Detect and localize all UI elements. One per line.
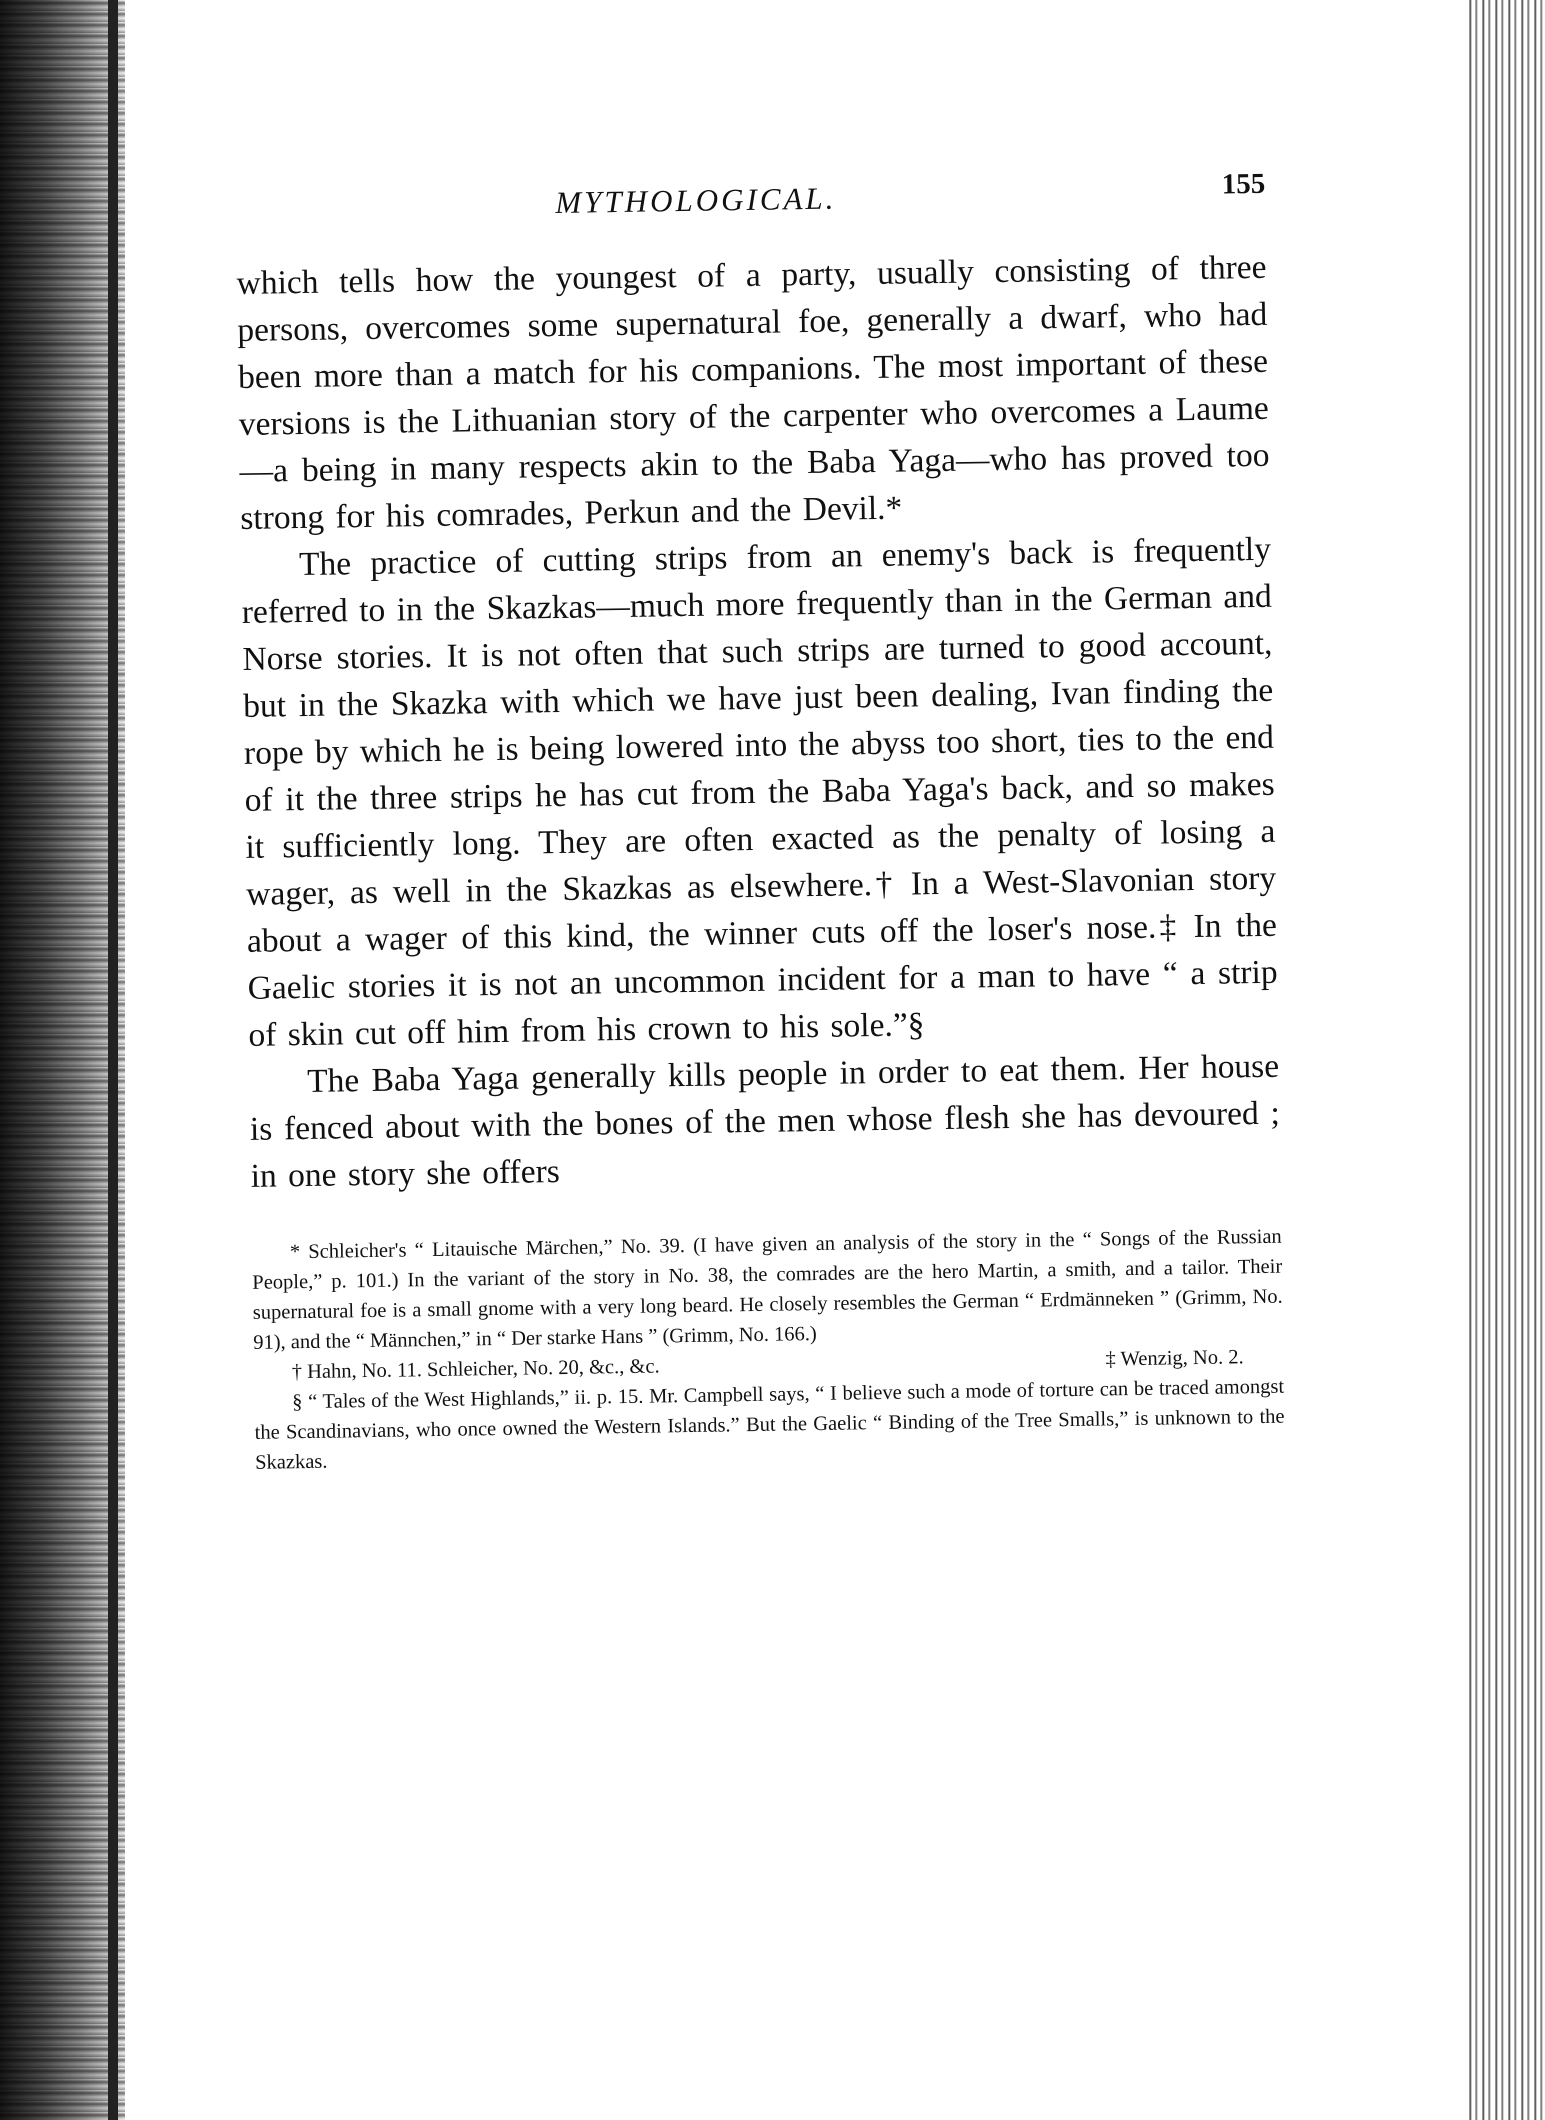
page-number: 155 — [1221, 167, 1266, 201]
footnote-star: * Schleicher's “ Litauische Märchen,” No. 39. (I have given an analysis of the story in the “ Songs of the Russian People,” p. 101.) In the variant of the story in No. 38, the comrades are the hero Martin, a smith, and a tailor. Their supernatural foe is a small gnome with a very long beard. He closely resembles the German “ Erdmänneken ” (Grimm, No. 91), and the “ Männchen,” in “ Der starke Hans ” (Grimm, No. 166.) — [252, 1225, 1283, 1354]
running-head — [235, 164, 1266, 240]
running-title: MYTHOLOGICAL. — [555, 180, 837, 220]
paragraph-continuation: which tells how the youngest of a party, usually consisting of three persons, overcomes some supernatural foe, generally a dwarf, who had been more than a match for his companions. The most important of these versions is the Lithuanian story of the carpenter who overcomes a Laume —a being in many respects akin to the Baba Yaga—who has proved too strong for his comrades, Perkun and the Devil.* — [236, 248, 1270, 537]
footnote-dagger: † Hahn, No. 11. Schleicher, No. 20, &c., &c. — [291, 1355, 660, 1384]
book-page — [235, 164, 1285, 1478]
paragraph-strips: The practice of cutting strips from an enemy's back is frequently referred to in the Skazkas—much more frequently than in the German and Norse stories. It is not often that such strips are turned to good account, but in the Skazka with which we have just been dealing, Ivan finding the rope by which he is being lowered into the abyss too short, ties to the end of it the three strips he has cut from the Baba Yaga's back, and so makes it sufficiently long. They are often exacted as the penalty of losing a wager, as well in the Skazkas as elsewhere.† In a West-Slavonian story about a wager of this kind, the winner cuts off the loser's nose.‡ In the Gaelic stories it is not an uncommon incident for a man to have “ a strip of skin cut off him from his crown to his sole.”§ — [241, 530, 1278, 1054]
left-page-edge — [108, 0, 118, 2120]
right-page-edges — [1465, 0, 1545, 2120]
left-binding-shadow — [0, 0, 125, 2120]
body-text — [236, 244, 1281, 1200]
footnotes — [252, 1222, 1286, 1478]
footnote-section: § “ Tales of the West Highlands,” ii. p. 15. Mr. Campbell says, “ I believe such a mode of torture can be traced amongst the Scandinavians, who once owned the Western Islands.” But the Gaelic “ Binding of the Tree Smalls,” is unknown to the Skazkas. — [254, 1375, 1285, 1474]
paragraph-baba-yaga: The Baba Yaga generally kills people in order to eat them. Her house is fenced about with the bones of the men whose flesh she has devoured ; in one story she offers — [249, 1047, 1281, 1195]
footnote-double-dagger: ‡ Wenzig, No. 2. — [1105, 1346, 1244, 1371]
